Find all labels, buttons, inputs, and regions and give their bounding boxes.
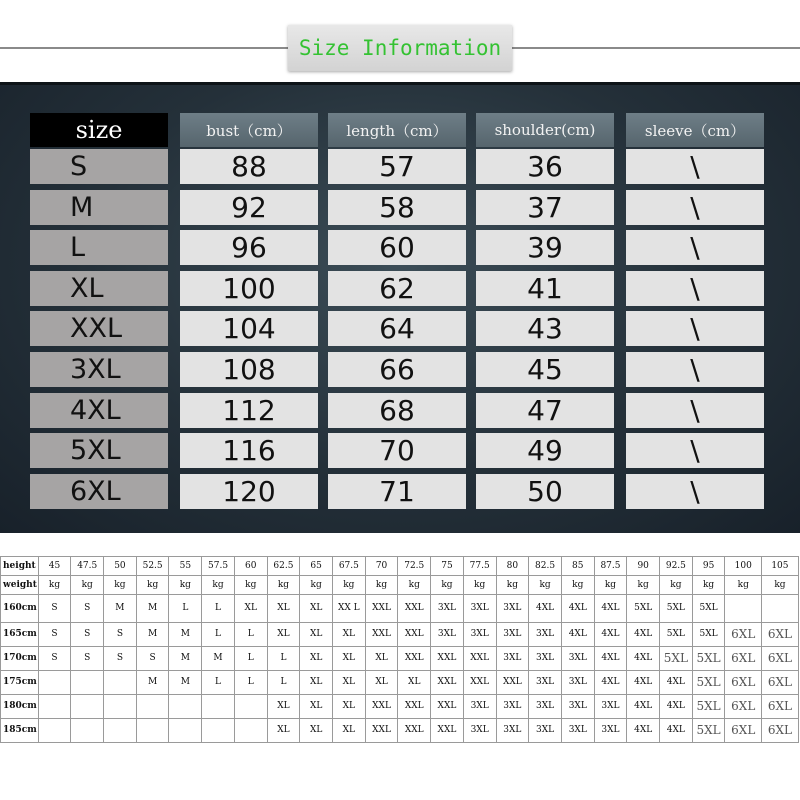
weight-unit: kg (561, 576, 594, 595)
size-label-cell: XXL (30, 311, 168, 346)
size-cell: XXL (365, 623, 398, 647)
size-cell: 6XL (725, 671, 762, 695)
size-cell: 4XL (627, 623, 660, 647)
table-row (1, 595, 799, 623)
size-cell: XL (398, 671, 431, 695)
size-cell (202, 695, 235, 719)
weight-value: 65 (300, 557, 333, 576)
size-value-cell: 49 (476, 433, 614, 468)
size-cell: 4XL (594, 595, 627, 623)
weight-value: 60 (234, 557, 267, 576)
size-cell: 5XL (627, 595, 660, 623)
size-cell: L (202, 623, 235, 647)
weight-value: 52.5 (136, 557, 169, 576)
size-cell: 3XL (496, 595, 529, 623)
weight-unit: kg (300, 576, 333, 595)
size-cell: XL (332, 671, 365, 695)
size-value-cell: 57 (328, 149, 466, 184)
size-cell: XXL (398, 623, 431, 647)
size-cell: 3XL (431, 595, 464, 623)
size-cell: L (267, 671, 300, 695)
size-cell: 4XL (660, 719, 693, 743)
size-cell (38, 719, 71, 743)
size-label-cell: 6XL (30, 474, 168, 509)
size-value-cell: 88 (180, 149, 318, 184)
size-cell: XXL (431, 647, 464, 671)
weight-unit: kg (762, 576, 799, 595)
weight-unit: kg (365, 576, 398, 595)
size-cell: 3XL (561, 647, 594, 671)
size-label-cell: 5XL (30, 433, 168, 468)
size-cell: 4XL (529, 595, 562, 623)
size-cell (104, 719, 137, 743)
size-cell (234, 719, 267, 743)
size-value-cell: \ (626, 352, 764, 387)
size-label-cell: S (30, 149, 168, 184)
size-cell (234, 695, 267, 719)
size-value-cell: 92 (180, 190, 318, 225)
table-row (1, 695, 799, 719)
weight-unit: kg (431, 576, 464, 595)
size-cell: XL (300, 595, 333, 623)
size-value-cell: 100 (180, 271, 318, 306)
size-cell (71, 719, 104, 743)
size-cell: 5XL (692, 695, 725, 719)
weight-value: 70 (365, 557, 398, 576)
size-cell: XL (234, 595, 267, 623)
size-cell (725, 595, 762, 623)
weight-unit: kg (104, 576, 137, 595)
size-cell (104, 671, 137, 695)
size-chart-header-3: shoulder(cm) (476, 113, 614, 147)
weight-unit: kg (136, 576, 169, 595)
size-label-cell: 3XL (30, 352, 168, 387)
weight-unit: kg (202, 576, 235, 595)
size-cell: XXL (398, 647, 431, 671)
size-cell: XXL (398, 695, 431, 719)
size-cell: 3XL (496, 695, 529, 719)
size-value-cell: 104 (180, 311, 318, 346)
size-value-cell: 50 (476, 474, 614, 509)
size-cell: 5XL (660, 647, 693, 671)
size-cell: L (234, 671, 267, 695)
size-cell: XXL (463, 671, 496, 695)
size-value-cell: 112 (180, 393, 318, 428)
size-cell: XL (332, 647, 365, 671)
weight-unit: kg (38, 576, 71, 595)
size-cell: XL (267, 695, 300, 719)
size-cell: XXL (463, 647, 496, 671)
size-cell: 3XL (463, 595, 496, 623)
size-value-cell: 39 (476, 230, 614, 265)
weight-value: 50 (104, 557, 137, 576)
height-weight-table (0, 556, 799, 743)
size-value-cell: \ (626, 433, 764, 468)
size-cell: S (71, 623, 104, 647)
size-cell: 3XL (463, 695, 496, 719)
table-row (1, 647, 799, 671)
size-cell: S (104, 623, 137, 647)
weight-value: 95 (692, 557, 725, 576)
size-cell: 4XL (594, 647, 627, 671)
weight-value: 75 (431, 557, 464, 576)
size-value-cell: 58 (328, 190, 466, 225)
size-cell (71, 671, 104, 695)
size-value-cell: \ (626, 271, 764, 306)
size-cell: XL (300, 719, 333, 743)
size-cell: XL (332, 623, 365, 647)
weight-unit: kg (332, 576, 365, 595)
weight-value: 92.5 (660, 557, 693, 576)
size-cell: XL (300, 623, 333, 647)
size-cell: XXL (365, 695, 398, 719)
weight-unit: kg (267, 576, 300, 595)
size-cell: M (169, 647, 202, 671)
size-value-cell: 120 (180, 474, 318, 509)
weight-value: 80 (496, 557, 529, 576)
size-cell: M (136, 595, 169, 623)
size-cell: XXL (365, 719, 398, 743)
size-cell: XL (300, 671, 333, 695)
size-value-cell: 70 (328, 433, 466, 468)
size-value-cell: \ (626, 393, 764, 428)
size-cell: L (169, 595, 202, 623)
table-row (1, 719, 799, 743)
size-cell: XXL (431, 671, 464, 695)
size-cell: 3XL (561, 671, 594, 695)
weight-value: 45 (38, 557, 71, 576)
size-label-cell: M (30, 190, 168, 225)
size-chart-header-0: size (30, 113, 168, 147)
size-cell: 6XL (762, 647, 799, 671)
size-cell: 5XL (660, 623, 693, 647)
size-cell: 5XL (692, 719, 725, 743)
size-cell: XL (267, 719, 300, 743)
size-cell: 3XL (496, 623, 529, 647)
size-cell: L (202, 595, 235, 623)
size-cell: 3XL (529, 671, 562, 695)
weight-value: 82.5 (529, 557, 562, 576)
weight-value: 62.5 (267, 557, 300, 576)
weight-unit: kg (529, 576, 562, 595)
height-cell: 165cm (1, 623, 39, 647)
size-cell (104, 695, 137, 719)
size-cell: 4XL (627, 695, 660, 719)
weight-value: 90 (627, 557, 660, 576)
size-value-cell: 64 (328, 311, 466, 346)
size-cell: 4XL (594, 623, 627, 647)
size-cell: XL (365, 671, 398, 695)
size-cell: XL (267, 595, 300, 623)
size-cell: M (202, 647, 235, 671)
size-chart-header-4: sleeve（cm） (626, 113, 764, 147)
size-cell (38, 671, 71, 695)
size-cell: XL (267, 623, 300, 647)
weight-unit: kg (594, 576, 627, 595)
height-label: height (1, 557, 39, 576)
size-cell: S (71, 595, 104, 623)
size-cell: 3XL (529, 719, 562, 743)
size-cell: 6XL (762, 671, 799, 695)
size-cell: 4XL (627, 671, 660, 695)
weight-unit: kg (496, 576, 529, 595)
size-cell: XX L (332, 595, 365, 623)
size-cell: S (38, 623, 71, 647)
size-chart-header-1: bust（cm） (180, 113, 318, 147)
size-value-cell: 60 (328, 230, 466, 265)
size-value-cell: 45 (476, 352, 614, 387)
weight-value: 47.5 (71, 557, 104, 576)
weight-unit: kg (725, 576, 762, 595)
size-cell: M (136, 623, 169, 647)
size-label-cell: XL (30, 271, 168, 306)
size-value-cell: \ (626, 149, 764, 184)
size-cell (38, 695, 71, 719)
size-cell: M (104, 595, 137, 623)
size-cell: 5XL (692, 671, 725, 695)
size-label-cell: 4XL (30, 393, 168, 428)
size-cell: 3XL (594, 695, 627, 719)
size-cell (169, 719, 202, 743)
size-value-cell: 96 (180, 230, 318, 265)
size-cell: 3XL (594, 719, 627, 743)
weight-value: 67.5 (332, 557, 365, 576)
size-value-cell: 36 (476, 149, 614, 184)
weight-value: 57.5 (202, 557, 235, 576)
size-cell (136, 719, 169, 743)
size-cell: 5XL (692, 595, 725, 623)
size-value-cell: 66 (328, 352, 466, 387)
size-cell: XXL (431, 695, 464, 719)
size-cell: 3XL (561, 719, 594, 743)
size-cell: 4XL (627, 647, 660, 671)
height-cell: 175cm (1, 671, 39, 695)
size-chart-panel (0, 82, 800, 533)
size-cell: 4XL (561, 623, 594, 647)
size-cell: 3XL (529, 647, 562, 671)
size-cell: 3XL (496, 647, 529, 671)
size-cell: 6XL (725, 647, 762, 671)
size-cell: XL (332, 695, 365, 719)
weight-value: 77.5 (463, 557, 496, 576)
weight-value: 72.5 (398, 557, 431, 576)
size-cell: XL (365, 647, 398, 671)
size-value-cell: 68 (328, 393, 466, 428)
size-value-cell: 62 (328, 271, 466, 306)
weight-label: weight (1, 576, 39, 595)
size-cell: 6XL (762, 719, 799, 743)
size-cell: S (136, 647, 169, 671)
size-value-cell: \ (626, 474, 764, 509)
size-cell (762, 595, 799, 623)
size-value-cell: 108 (180, 352, 318, 387)
size-cell: 5XL (660, 595, 693, 623)
size-value-cell: 71 (328, 474, 466, 509)
size-cell: 3XL (496, 719, 529, 743)
size-cell: L (202, 671, 235, 695)
size-cell: XXL (496, 671, 529, 695)
size-cell: 4XL (660, 671, 693, 695)
size-cell: L (267, 647, 300, 671)
size-cell: 5XL (692, 647, 725, 671)
size-value-cell: 37 (476, 190, 614, 225)
size-cell: M (136, 671, 169, 695)
size-cell: 6XL (725, 695, 762, 719)
size-value-cell: \ (626, 190, 764, 225)
size-cell: M (169, 623, 202, 647)
weight-unit: kg (71, 576, 104, 595)
size-cell: 3XL (529, 623, 562, 647)
size-value-cell: 43 (476, 311, 614, 346)
size-cell: 4XL (627, 719, 660, 743)
size-cell: XXL (398, 719, 431, 743)
size-chart-header-2: length（cm） (328, 113, 466, 147)
size-cell (169, 695, 202, 719)
size-value-cell: \ (626, 311, 764, 346)
size-cell: 4XL (561, 595, 594, 623)
size-cell: XL (332, 719, 365, 743)
weight-value: 87.5 (594, 557, 627, 576)
size-cell (202, 719, 235, 743)
size-cell: XXL (398, 595, 431, 623)
height-cell: 185cm (1, 719, 39, 743)
size-value-cell: 116 (180, 433, 318, 468)
size-cell: 3XL (463, 719, 496, 743)
weight-value: 85 (561, 557, 594, 576)
table-row (1, 623, 799, 647)
size-cell: S (38, 647, 71, 671)
size-cell: 6XL (762, 695, 799, 719)
size-cell: 3XL (561, 695, 594, 719)
size-cell: M (169, 671, 202, 695)
size-cell: 6XL (762, 623, 799, 647)
weight-unit: kg (234, 576, 267, 595)
size-cell: XXL (365, 595, 398, 623)
table-row (1, 671, 799, 695)
size-value-cell: \ (626, 230, 764, 265)
size-cell: XXL (431, 719, 464, 743)
weight-value: 100 (725, 557, 762, 576)
weight-unit: kg (463, 576, 496, 595)
size-cell (71, 695, 104, 719)
size-label-cell: L (30, 230, 168, 265)
size-cell: 5XL (692, 623, 725, 647)
height-cell: 160cm (1, 595, 39, 623)
size-cell: XL (300, 647, 333, 671)
size-cell: S (104, 647, 137, 671)
size-cell: 4XL (660, 695, 693, 719)
size-cell: 4XL (594, 671, 627, 695)
size-value-cell: 47 (476, 393, 614, 428)
size-cell (136, 695, 169, 719)
weight-unit: kg (660, 576, 693, 595)
size-value-cell: 41 (476, 271, 614, 306)
size-cell: L (234, 623, 267, 647)
size-cell: L (234, 647, 267, 671)
page-title: Size Information (288, 25, 512, 71)
weight-unit: kg (627, 576, 660, 595)
height-cell: 170cm (1, 647, 39, 671)
size-cell: 6XL (725, 719, 762, 743)
weight-unit: kg (692, 576, 725, 595)
weight-value: 55 (169, 557, 202, 576)
height-cell: 180cm (1, 695, 39, 719)
size-cell: 3XL (529, 695, 562, 719)
size-cell: XL (300, 695, 333, 719)
weight-value: 105 (762, 557, 799, 576)
size-cell: 3XL (463, 623, 496, 647)
weight-unit: kg (169, 576, 202, 595)
size-cell: 3XL (431, 623, 464, 647)
header-line-left (0, 47, 288, 49)
weight-unit: kg (398, 576, 431, 595)
size-cell: S (71, 647, 104, 671)
header-line-right (512, 47, 800, 49)
size-cell: S (38, 595, 71, 623)
size-cell: 6XL (725, 623, 762, 647)
